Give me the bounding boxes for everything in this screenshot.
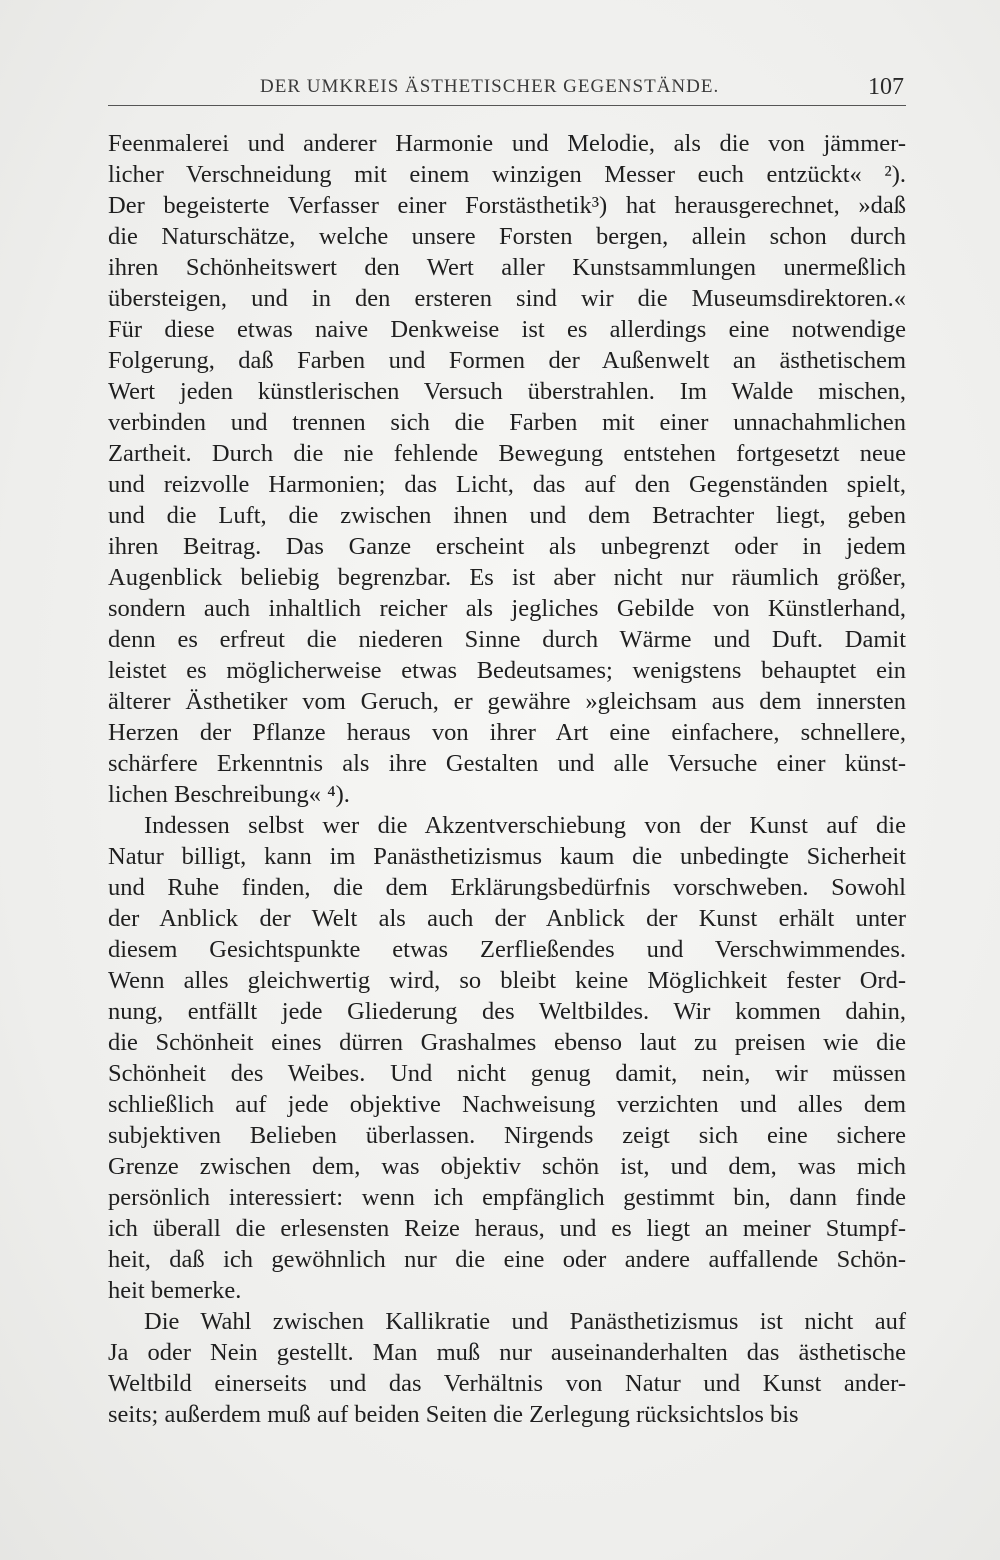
body-text [108,128,906,1430]
text-line: Folgerung, daß Farben und Formen der Außenwelt an ästhetischem [108,347,906,374]
text-line: leistet es möglicherweise etwas Bedeutsames; wenigstens behauptet ein [108,657,906,684]
text-line: persönlich interessiert: wenn ich empfänglich gestimmt bin, dann finde [108,1184,906,1211]
text-line: Schönheit des Weibes. Und nicht genug damit, nein, wir müssen [108,1060,906,1087]
text-line: übersteigen, und in den ersteren sind wir die Museumsdirektoren.« [108,285,906,312]
text-line: heit, daß ich gewöhnlich nur die eine oder andere auffallende Schön- [108,1246,906,1273]
text-line: heit bemerke. [108,1277,242,1304]
text-line: Feenmalerei und anderer Harmonie und Melodie, als die von jämmer- [108,130,906,157]
text-line: lichen Beschreibung« ⁴). [108,781,350,808]
text-line: die Schönheit eines dürren Grashalmes ebenso laut zu preisen wie die [108,1029,906,1056]
text-line: die Naturschätze, welche unsere Forsten bergen, allein schon durch [108,223,906,250]
text-line: ihren Beitrag. Das Ganze erscheint als unbegrenzt oder in jedem [108,533,906,560]
text-line: schärfere Erkenntnis als ihre Gestalten und alle Versuche einer künst- [108,750,906,777]
text-line: Der begeisterte Verfasser einer Forstästhetik³) hat herausgerechnet, »daß [108,192,906,219]
running-title: DER UMKREIS ÄSTHETISCHER GEGENSTÄNDE. [260,76,720,97]
running-head [108,70,906,106]
text-line: und reizvolle Harmonien; das Licht, das auf den Gegenständen spielt, [108,471,906,498]
paragraph [108,1306,906,1430]
text-line: und Ruhe finden, die dem Erklärungsbedürfnis vorschweben. Sowohl [108,874,906,901]
text-line: Natur billigt, kann im Panästhetizismus kaum die unbedingte Sicherheit [108,843,906,870]
header-rule [108,105,906,106]
text-line: sondern auch inhaltlich reicher als jegliches Gebilde von Künstlerhand, [108,595,906,622]
text-line: Zartheit. Durch die nie fehlende Bewegung entstehen fortgesetzt neue [108,440,906,467]
text-line: Augenblick beliebig begrenzbar. Es ist aber nicht nur räumlich größer, [108,564,906,591]
text-line: Herzen der Pflanze heraus von ihrer Art eine einfachere, schnellere, [108,719,906,746]
text-line: Indessen selbst wer die Akzentverschiebung von der Kunst auf die [144,812,906,839]
text-line: der Anblick der Welt als auch der Anblick der Kunst erhält unter [108,905,906,932]
text-line: seits; außerdem muß auf beiden Seiten die Zerlegung rücksichtslos bis [108,1401,799,1428]
text-line: Wert jeden künstlerischen Versuch überstrahlen. Im Walde mischen, [108,378,906,405]
text-line: Wenn alles gleichwertig wird, so bleibt keine Möglichkeit fester Ord- [108,967,906,994]
text-line: älterer Ästhetiker vom Geruch, er gewähre »gleichsam aus dem innersten [108,688,906,715]
text-line: schließlich auf jede objektive Nachweisung verzichten und alles dem [108,1091,906,1118]
text-line: subjektiven Belieben überlassen. Nirgends zeigt sich eine sichere [108,1122,906,1149]
text-line: Grenze zwischen dem, was objektiv schön ist, und dem, was mich [108,1153,906,1180]
text-line: ich überall die erlesensten Reize heraus, und es liegt an meiner Stumpf- [108,1215,906,1242]
text-line: und die Luft, die zwischen ihnen und dem Betrachter liegt, geben [108,502,906,529]
text-line: Für diese etwas naive Denkweise ist es allerdings eine notwendige [108,316,906,343]
text-line: Ja oder Nein gestellt. Man muß nur auseinanderhalten das ästhetische [108,1339,906,1366]
text-line: denn es erfreut die niederen Sinne durch Wärme und Duft. Damit [108,626,906,653]
text-line: nung, entfällt jede Gliederung des Weltbildes. Wir kommen dahin, [108,998,906,1025]
text-line: verbinden und trennen sich die Farben mit einer unnachahmlichen [108,409,906,436]
text-line: Die Wahl zwischen Kallikratie und Panästhetizismus ist nicht auf [144,1308,906,1335]
text-line: diesem Gesichtspunkte etwas Zerfließendes und Verschwimmendes. [108,936,906,963]
page-number: 107 [868,74,904,100]
paragraph [108,128,906,810]
text-line: licher Verschneidung mit einem winzigen Messer euch entzückt« ²). [108,161,906,188]
paragraph [108,810,906,1306]
text-line: Weltbild einerseits und das Verhältnis von Natur und Kunst ander- [108,1370,906,1397]
text-line: ihren Schönheitswert den Wert aller Kunstsammlungen unermeßlich [108,254,906,281]
